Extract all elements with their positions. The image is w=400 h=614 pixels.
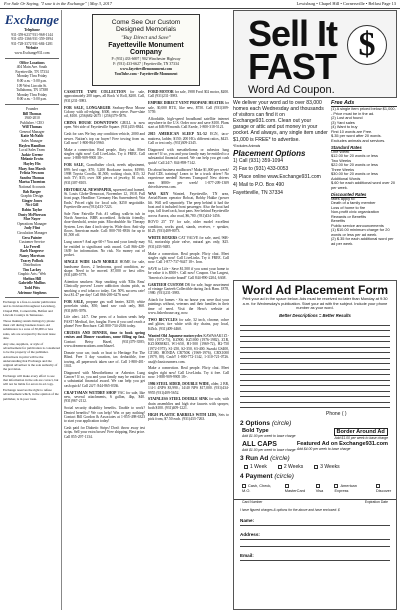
classified-ad: [64, 315, 145, 328]
discounted-rate-line: Non-profit civic organization: [331, 209, 380, 214]
staff-role: Founder: [26, 106, 38, 111]
standard-rate-line: $22.00 for 20 words or less: [331, 162, 378, 167]
staff-role: General Manager: [19, 129, 45, 134]
policy-paragraph: Exchange reserves the right to refuse advertisement which, in the opinion of the publisher, is in poor taste.: [3, 388, 59, 401]
classified-headline: CHINA HOUSE DOWNTOWN: [64, 121, 118, 126]
option-border[interactable]: Border Around Ad Add $1.00 per week to base charge: [334, 429, 388, 441]
classified-ad: [64, 280, 145, 297]
payment-option[interactable]: [376, 483, 396, 493]
staff-role: National Accounts: [18, 185, 46, 189]
classified-body: Contact Betsy Hazel, (931)379-3585; www.dreamvacations.com/bhazel.: [64, 339, 145, 349]
free-ads-title: Free Ads: [331, 100, 397, 107]
policy-paragraph: Exchange will make every effort to see that information in the ads are correct, but will not be liable for errors in ad copy.: [3, 373, 59, 386]
classified-body: older, 2 BR, 1/4-1 4NPS $3,990.; 14/40 NPS $17,000. (931)434-9955 (931)409-5652.: [148, 381, 229, 395]
run-option-label: 3 Weeks: [320, 464, 340, 471]
standard-rate-line: Two Weeks: [331, 157, 352, 163]
staff-name: Will Thomas: [22, 125, 42, 130]
classified-headline: STAINLESS STEEL DOUBLE SINK: [148, 397, 208, 402]
header-right: Lewisburg • Chapel Hill • Cornersville • Belfast Page 13: [296, 1, 396, 6]
staff-name: Judy Flint: [24, 226, 40, 231]
headline-fast: FAST: [248, 46, 337, 87]
classified-body: Grandfather clock, needs adjustment, $99; bed cage, $70; 3,200 Bookcase tractor, $1990; 1998 Toyota Corolla, $1,500; rocking chair, $15; 32 inch TV; $15; over 300 pieces of jewelry, $1 each. (931)307-8105.: [64, 163, 146, 185]
staff-name: Bob Barger: [23, 189, 41, 194]
classified-ad: [148, 318, 229, 331]
classified-body: Sets to pick from, $7.50 each. (931)433-7263.: [148, 413, 229, 422]
classified-body: VAC for sale, like new, several attachments, 6 gallon, 4hp, $40. (931)967-2112.: [64, 390, 145, 404]
classified-ad: [64, 426, 145, 439]
classified-ad: [64, 406, 145, 423]
payment-option[interactable]: [334, 483, 370, 493]
classified-headline: HISTORICAL NEWSPAPER,: [64, 187, 113, 192]
classified-ad: [64, 351, 145, 368]
amount-enclosed[interactable]: I have figured charges & options for the above and have enclosed: $: [240, 508, 340, 513]
classified-ad: [64, 240, 145, 257]
office-line: 109 West Lincoln St.: [16, 83, 48, 88]
staff-name: Katie McNabb: [20, 134, 44, 139]
card-number-field[interactable]: Card Number: [242, 500, 263, 505]
classified-ad: [64, 106, 145, 119]
promo-body: We deliver your word ad to over 83,000 homes each Wednesday and thousands of visitors can find it on Exchange931.com. Clean out your garage or attic and put money in your pocket. And always, any single item under $1,000 is FREE* to advertise.: [233, 100, 328, 143]
run-option-label: 1 Week: [250, 464, 267, 471]
classified-ad: [148, 132, 229, 145]
classified-ad: [64, 300, 145, 313]
classified-ad: [148, 334, 229, 364]
classified-body: propane gas wall heater, $250; white porcelain sinks, $50; hand saw cash only, $60. (931)693-3976.: [64, 299, 146, 313]
staff-name: Barb Hargrove: [20, 249, 44, 254]
payment-option[interactable]: [242, 483, 279, 493]
word-ad-placement-form: [233, 280, 397, 610]
offices-label: Office Locations: [19, 60, 45, 65]
staff-name: Sandra Thomas: [19, 175, 45, 180]
office-line: Monday Thru Friday: [16, 74, 48, 79]
discounted-rates-title: Discounted Rates: [331, 191, 367, 197]
classified-headline: Wanted Old Japanese motorcycles: [148, 333, 203, 338]
classified-body: Affordable, high-speed broadband satellite internet anywhere in the U.S. Order now and save $100. Plans start at $49.99/month. Call Exede, 1-800-318-5121.: [148, 116, 229, 130]
classified-ad: [148, 366, 229, 379]
placement-option: 4) Mail to P.O. Box 490: [233, 181, 285, 188]
staff-name: Melanie Erwin: [20, 157, 44, 162]
discounted-rate-line: Benefits: [331, 218, 346, 223]
name-field[interactable]: Name:: [240, 518, 390, 526]
classifieds-column-1: [64, 90, 145, 442]
option-all-caps[interactable]: ALL CAPS Add $1.00 per week to base charge: [242, 441, 296, 453]
form-instructions: Print your ad in the space below. Ads must be received no later than Monday at 9:30 a.m. for Wednesday's publication. Start your ad with the subject. Include your phone number as your word.: [242, 296, 388, 311]
discounted-rate-line: Rewards or Benefits: [331, 213, 367, 219]
page-header: [0, 0, 400, 9]
classified-body: for sale, 30,000 BTU, like new, $750. Call (931)309-5759.: [148, 101, 230, 114]
classified-ad: [148, 397, 229, 410]
sell-it-fast-banner: [233, 10, 397, 98]
classified-body: Life alert. 24/7. One press of a button sends help FAST! Medical, fire, burglar. Even if you can't reach a phone! Free Brochure. Call 800-734-2636 today.: [64, 315, 145, 329]
step-payment-heading: 4 Payment (circle): [240, 473, 294, 481]
classified-ad: [64, 90, 145, 103]
payment-option[interactable]: [316, 483, 329, 493]
monument-ad-phone2: F: (931) 433-6627 | Fayetteville, TN 37334: [113, 62, 179, 66]
run-option[interactable]: [314, 464, 339, 470]
staff-name: Dusty McPherson: [18, 212, 46, 217]
run-option-label: 2 Weeks: [283, 464, 304, 471]
header-left: For Sale Or Saying, "I saw it in the Exchange" | May 3, 2017: [4, 1, 112, 6]
staff-name: Marisa Thornton: [18, 180, 46, 185]
classified-body: Lung cancer? And age 60+? You and your family may be entitled to significant cash award. Call 866-428-1639 for information. No risk. No money out of pocket.: [64, 240, 145, 258]
classified-body: CAT VALVE for sale, used, 96R-94, motorship plate valve, natural gas only, $25. (931)433-9485.: [148, 235, 229, 249]
staff-name: Liz Ferrell: [23, 244, 41, 249]
classified-body: Diagnosed with mesothelioma or asbestos lung cancer? If so, you and your family may be entitled to a substantial financial award. We can help you get cash quick! Call 24/7: 844-898-7142.: [148, 147, 229, 165]
standard-rate-line: Three Weeks: [331, 166, 355, 172]
promo-fine-print: *Excludes Animals: [233, 143, 261, 148]
classified-ad: [64, 212, 145, 238]
classified-body: for sale, 1988 Ford 302 motor, $200. Call (931)231-3983.: [148, 90, 229, 99]
classified-headline: CRUISES AND DINNER, time to book spring cruises and Dinner vacations, some filling up fast.: [64, 331, 145, 340]
staff-name: Nici Gill: [25, 203, 39, 208]
ad-text-lines[interactable]: [240, 320, 390, 408]
word-ad-coupon-title: Word Ad Coupon.: [248, 84, 335, 96]
word-ad-section: [233, 10, 397, 610]
policy-paragraph: Exchange is a free-to-reader publication and is circulated throughout Lewisburg, Chapel Hill, Cornersville, Belfast and Lincoln Countys in Tennessee.: [3, 300, 56, 317]
classified-body: Make a connection. Real people. Flirty chat. Meet singles right now! Call LiveLinks. Try it free. Call now: 1-888-909-9905 18+.: [148, 366, 229, 380]
staff-role: Operations Manager: [17, 221, 47, 226]
staff-name: Gera Painter: [21, 235, 43, 240]
standard-rate-line: One Week: [331, 148, 350, 154]
placement-options-title: Placement Options: [233, 148, 306, 158]
staff-name: Mary Ann Marsh: [18, 166, 46, 171]
monument-ad-slogan: "Buy Direct and Save": [121, 35, 171, 41]
staff-role: Publisher / CEO: [20, 120, 44, 125]
step-options-heading: 2 Options (circle): [240, 420, 292, 428]
phone-line: 931-359-6237 931-968-1144: [11, 32, 53, 37]
staff-name: Todd Pitts: [24, 286, 40, 291]
classified-ad: [148, 90, 229, 99]
address-field[interactable]: Address:: [240, 532, 390, 540]
staff-name: Shelton Hill: [22, 276, 42, 281]
run-option[interactable]: [278, 464, 303, 470]
step-run-ad-heading: 3 Run Ad (circle): [240, 455, 290, 463]
free-ad-rule: (1) A single item priced below $1,000.: [331, 106, 396, 111]
classified-headline: GARTEEH CUSTOM: [148, 282, 184, 287]
placement-option: 2) Fax to (931) 433-0053: [233, 165, 289, 172]
discounted-rate-line: (2) $.35 for each additional word per ad per week.: [331, 236, 394, 246]
classified-body: for sale, with drain assemblies and high rise faucets with sprayer, both $100. (931)409-1221.: [148, 397, 229, 411]
staff-role: Sales Manager: [21, 139, 43, 144]
form-title: Word Ad Placement Form: [241, 283, 389, 297]
staff-role: 1940-2010: [24, 116, 40, 121]
website-label: Website: [25, 46, 39, 51]
classified-ad: [148, 283, 229, 296]
staff-name: Robin Taylor: [21, 207, 43, 212]
classified-body: ROVO 25" TV for sale, older model excellent condition, works good, stands, receiver, + speaker, $125. (931)409-8073.: [148, 220, 229, 234]
staff-name: Moe Nayer: [23, 217, 41, 222]
classifieds-column-2: [148, 90, 229, 442]
placement-option: 1) Call (931) 359-1094: [233, 157, 284, 164]
classified-body: for sale, approximately 200 tapes, all Rock 'n' Roll, $200. Call, (931)231-3983.: [64, 90, 145, 103]
free-ad-rule: $.35 per word after 20 words.: [331, 133, 382, 138]
expiration-field[interactable]: Expiration Date: [364, 500, 388, 505]
classified-body: GRILL is now open. Wet side of Fayetteville Square. (931)433-8844.: [64, 121, 145, 130]
classified-ad: [148, 192, 229, 218]
monument-ad[interactable]: [92, 14, 200, 86]
classified-body: Diagnosed with Mesothelioma or Asbestos Lung Cancer? If so, you and your family may be entitled to a substantial financial award. We can help you get cash quick! Call 24/7: 844-865-0336.: [64, 370, 145, 388]
exchange-logo: Exchange: [4, 12, 60, 27]
discounted-rate-line: Loss of home to fire: [331, 204, 366, 210]
office-line: 8:00 a.m. - 5:00 p.m.: [16, 78, 48, 83]
classified-headline: 2015 AMERICAN SLEEP XL-52: [148, 132, 207, 137]
office-line: Tullahoma, TN 37388: [16, 88, 48, 93]
classified-body: HOME for sale, handsome floors, 2 bedrooms, good condition, as-shape. Need to be moved. $7,000 or best offer. (931)409-5779.: [64, 260, 145, 278]
staff-name: Nancy Morrison: [19, 253, 45, 258]
free-ad-rule: (4) Want to buy: [331, 124, 358, 129]
office-line: Monday Thru Friday: [16, 92, 48, 97]
classified-headline: CASSETTE TAPE COLLECTION: [64, 90, 126, 94]
classified-ad: [148, 220, 229, 233]
classifieds-section: [64, 10, 229, 610]
telephone-label: Telephone: [24, 28, 40, 32]
classified-headline: TWO BICYCLES: [148, 317, 178, 322]
policy-paragraph: Those making rentals listings by phone must call during business hours. Ad submission is a zone of 30,000 or less sales, ads are accepted by the next issue date.: [3, 319, 56, 340]
classified-body: Cash for cars We buy any condition vehicle, 2000 and newer. Nation's top car buyer! Free towing from us. Call now! 1-800-864-5960.: [64, 132, 145, 145]
classified-ad: [64, 331, 145, 348]
payment-option-label: MasterCard: [284, 488, 306, 494]
discounted-rate-line: (1) $10.00 minimum charge for 20 words or less per ad week.: [331, 227, 390, 237]
staff-role: Circulation Manager: [17, 230, 47, 235]
classified-ad: [148, 117, 229, 130]
monument-ad-site2: YouTube.com - Fayetteville Monument: [114, 72, 178, 76]
classified-body: Sale Near Fairville Fab. #1 selling walk-in tub in North America. BBB accredited. Arthritis friendly; door-threshold, senior pain. Microbubble Air Therapy System. Less than 4 inch step-in. Wide door. Anti-slip floors. American made. Call: 800-701-8816 for up to $1,500 off.: [64, 211, 145, 238]
office-line: 404 Main Ave. South: [16, 65, 48, 70]
checkbox-icon: [278, 465, 282, 469]
masthead-column: [3, 10, 62, 610]
staff-name: Felicia Newsom: [19, 171, 45, 176]
office-line: 8:00 a.m. - 5:00 p.m.: [16, 97, 48, 102]
classified-ad: [148, 267, 229, 280]
classified-headline: CRAFTSMAN WETDRY SHOP: [64, 390, 117, 395]
free-ad-rule: - Price must be in the ad.: [331, 110, 375, 116]
monument-ad-site: www.fayettevillemonument.com: [120, 67, 172, 71]
discounted-rate-line: Public service announcements: [331, 222, 384, 228]
office-line: Fayetteville, TN 37334: [15, 69, 49, 74]
classified-headline: FOR SALE,: [64, 163, 85, 168]
classified-headline: SINGLE WIDE 14x70 MOBILE: [64, 260, 118, 265]
policy-paragraph: Any size, suppliers, or style of advertisement for publication is considered to be the property of the publisher. Advertisers in print will be the understanding that Exchange and the original advertiser is the sole authority of the provision.: [3, 342, 60, 372]
standard-rate-line: $.60 for each additional word over 20 per week.: [331, 180, 396, 190]
classified-ad: [148, 168, 229, 190]
classified-ad: [148, 148, 229, 165]
staff-name: Bill Thomas: [22, 111, 42, 116]
option-bold-type[interactable]: Bold Type Add $1.00 per week to base charge: [242, 428, 296, 439]
checkbox-icon: [244, 465, 248, 469]
payment-option-label: Visa: [315, 488, 324, 494]
staff-name: Gabrielle Mullins: [18, 281, 46, 286]
classified-body: KAWASAKI Z1-900 (1972-75), KZ900, KZ1000 (1976-1982), Z1R, KZ1000MKII, W1-650, H1-500 (1969-72), H2-750 (1972-1975), S1-250, S2-350, S3-400. Suzuki GS400, GT380, HONDA CB750K (1969-1976), CBX1000 (1979, 80). Cash!! 1-800-772-1142, 1-310-721-0726. usa@classicrunners.com.: [148, 333, 229, 364]
staff-role: Distribution: [23, 263, 41, 268]
classified-ad: [64, 132, 145, 145]
staff-role: Local Sales Team: [19, 148, 45, 153]
checkbox-icon: [314, 465, 318, 469]
classified-body: Make a connection. Real people. Flirty chat. Meet singles right now! Call LiveLinks. Try it FREE. Call now: Call 1-877-737-9447 18+. Iron.: [148, 251, 229, 265]
staff-name: Tim Lackey: [22, 267, 42, 272]
classified-headline: FORD MOTOR: [148, 90, 174, 94]
standard-rates-title: Standard Rates: [331, 144, 362, 150]
classified-body: EGN, taco-mattress, ladder, $150; 200 HCs different ratios, $425. Call or text only. (931)309-2345.: [148, 132, 230, 145]
staff-role: Graphic Arts / Web: [18, 272, 46, 277]
free-ad-rule: (3) Yard sales: [331, 119, 355, 125]
website-link[interactable]: www.Exchange931.com: [14, 50, 50, 55]
staff-role: Customer Service: [19, 240, 45, 245]
classified-body: Make a connection. Real people, flirty chat. Meet singles right now! Call LiveLinks. Try it FREE. Call now: 1-888-909-9905 18+.: [64, 147, 145, 161]
classified-ad: [64, 391, 145, 404]
classified-headline: FOR SALE, LONGARGER: [64, 105, 111, 110]
form-tagline: Better Descriptions = Better Results: [279, 313, 351, 319]
monument-ad-phone: P: (931) 433-6697 | 902 Winchester Highway: [111, 57, 181, 61]
option-featured-ad[interactable]: Featured Ad on Exchange931.com Add $4.00 per week to base charge: [296, 441, 388, 452]
staff-role: Graphic Design: [20, 194, 44, 199]
staff-name: Tracey Pollock: [20, 258, 44, 263]
free-ad-rule: (2) Lost and found: [331, 115, 363, 120]
classified-headline: WHITE BOXERS: [148, 235, 178, 240]
staff-name: Hayley Hix: [23, 162, 41, 167]
classified-ad: [148, 252, 229, 265]
payment-option-label: Discover: [376, 488, 392, 494]
classified-ad: [64, 260, 145, 277]
standard-rate-line: Additional Words: [331, 175, 361, 181]
payment-option-label: American Express: [334, 483, 357, 494]
discounted-rate-line: rates apply to:: [331, 195, 356, 201]
standard-rate-line: $12.00 for 20 words or less: [331, 153, 378, 158]
classified-body: Seabury-Bear Mouse Colony with oil-edging. $300, retro piece. Pure-slate oil, $100. (256)682-2675 / (256)379-5876.: [64, 105, 146, 119]
payment-option[interactable]: [285, 483, 310, 493]
phone-field[interactable]: Phone ( ): [326, 411, 347, 418]
classified-ad: [64, 121, 145, 130]
classified-body: Donate your car, truck or boat to Heritage For The Blind. Free 3 day vacation, tax deductible, free towing, all paperwork taken care of. Call 1-800-401-1041.: [64, 350, 145, 368]
email-field[interactable]: Email:: [240, 553, 390, 561]
rates-box: [331, 100, 397, 246]
staff-name: Jackie Greene: [21, 152, 43, 157]
monument-ad-name: Fayetteville Monument Company: [108, 42, 184, 56]
classified-ad: [64, 163, 145, 185]
classified-body: SAVE to Life - Save $1,500 if you want your home to be value it is $500+. Call now! Coupon. Our Largest, 'America's favorite brand!' Call 844-890-2204, 6AM.: [148, 267, 229, 280]
placement-option: 3) Place online www.Exchange931.com: [233, 173, 321, 180]
free-ad-rule: First 10 words are Free.: [331, 128, 373, 134]
classified-ad: [148, 413, 229, 422]
classified-headline: 1986 STEEL SIDED, DOUBLE WIDE,: [148, 381, 210, 386]
discounted-rate-line: Death of a family member: [331, 200, 376, 205]
standard-rate-line: $30.00 for 20 words or less: [331, 171, 378, 176]
classified-body: Attention smokers: Stop smoking with 'Ellis Emu' Clinically proven! Lower addiction chains pitch, as smoking a real tobacco today. Get 50% success rate! Just $1.47 per day! Call 866-269-6276 now!: [64, 280, 145, 298]
monument-ad-line1: Come See Our Custom: [111, 19, 181, 26]
monument-ad-line2: Designed Memorials: [115, 26, 177, 33]
classified-body: Wanted, Fayetteville, TN area, Aerial/Boom operator Bobcat, Bobby Hakke (power lift. Will sell separately. The peep behind it had the boat and it included front passenger. Also the boat had tops, fall fixed rack, boat pans. See behind Fayetteville across Aurora, also road, $6,780. (931)434-1456.: [148, 191, 229, 218]
classified-body: Do about business mailboxes? Make $1,000 per week! Paid CDL training! Learn to be a truck driver! No experience needed! Stevens Transport! New drivers earn $800+ per week! 1-877-209-1309 drive4stevens.com.: [148, 167, 229, 190]
placement-option: Fayetteville, TN 37334: [233, 189, 283, 196]
classified-body: Cash paid for Diabetic Strips! Don't throw away test strips. Sell your extra boxes! Free shipping. Best price. Call 855-297-1134.: [64, 426, 146, 439]
classified-body: DR for sale, huge assortment of vintage Garteeh Collectible during Jack Ham. 1878, 1980. (931)231-3983.: [148, 282, 229, 296]
classified-headline: WAS KEY: [148, 191, 169, 196]
classified-body: squeezed and framed, St. Louis Globe-Democrat, November 12, 1918. Full front page, Headline: 'Germany Has Surrendered; War Ends.' Priced right for local sale, $250 negotiable. Fayetteville area (931)433-7223.: [64, 187, 146, 209]
staff-name: Haylen Hamilton: [18, 143, 46, 148]
classified-headline: HIGH PLASTIC BARRELS WITH LIDS,: [148, 413, 218, 417]
classified-body: for sale, 32 inch, chrome, ochre and glitter, tire white with dry chains, pay local, $45ch. (931)409-4460.: [148, 317, 229, 331]
classified-ad: [148, 382, 229, 395]
run-option[interactable]: [244, 464, 267, 470]
classified-body: Social security disability benefits. Unable to work? Denied benefits? We can help! Win or pay nothing! Contact Bill Gordon & Associates at 1-855-498-6323 to start your application today!: [64, 406, 145, 424]
classified-ad: [148, 101, 229, 114]
staff-name: Adrienne Stephens: [17, 290, 47, 295]
phone-line: 931-728-3372 931-684-1281: [11, 41, 53, 46]
classified-body: Attach for homes - Sis no house you were that your paintings without, veterans and their families in their time of need. Visit the Hero's website at www.fisherhouse.org, now.: [148, 298, 229, 316]
promo-text: [233, 100, 328, 197]
payment-option-label: Cash, Check, M.O.: [242, 483, 272, 494]
classified-ad: [148, 236, 229, 249]
classified-ad: [148, 298, 229, 315]
free-ad-rule: Excludes animals and services.: [331, 137, 386, 143]
classified-ad: [64, 188, 145, 210]
headline-sell-it: Sell It: [248, 13, 338, 54]
dollar-icon: $: [347, 25, 387, 65]
classified-headline: FOR SALE,: [64, 299, 85, 304]
classified-ad: [64, 148, 145, 161]
staff-name: Ginger Jones: [21, 198, 43, 203]
ad-text-line[interactable]: [240, 403, 390, 409]
classified-ad: [64, 371, 145, 388]
classified-headline: EMPIRE DIRECT VENT PROPANE HEATER: [148, 101, 224, 106]
phone-line: 931-455-1366 931-359-1894: [11, 37, 53, 42]
